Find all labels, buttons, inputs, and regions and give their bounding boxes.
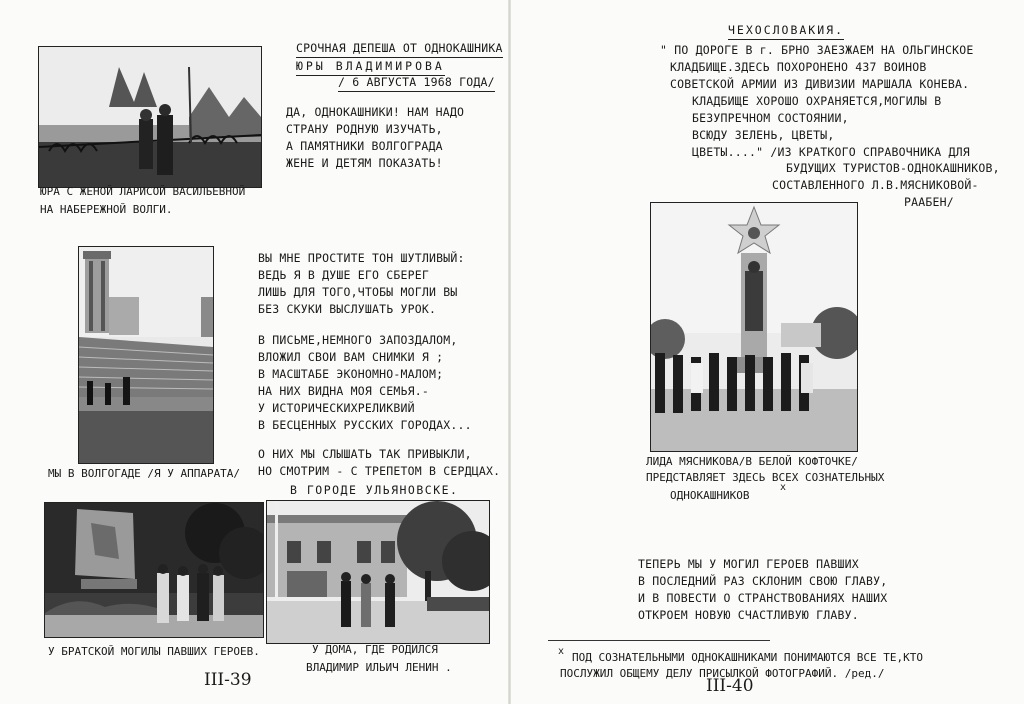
footnote-line2: ПОСЛУЖИЛ ОБЩЕМУ ДЕЛУ ПРИСЫЛКОЙ ФОТОГРАФИЙ. /ред./	[560, 667, 885, 680]
quote-line7: ЦВЕТЫ...." /ИЗ КРАТКОГО СПРАВОЧНИКА ДЛЯ	[692, 145, 970, 159]
stanza2-line4: БЕЗ СКУКИ ВЫСЛУШАТЬ УРОК.	[258, 302, 437, 316]
stanza4-line2: НО СМОТРИМ - С ТРЕПЕТОМ В СЕРДЦАХ.	[258, 464, 501, 478]
photo-caption-line2: ПРЕДСТАВЛЯЕТ ЗДЕСЬ ВСЕХ СОЗНАТЕЛЬНЫХ	[646, 471, 885, 484]
left-page	[0, 0, 510, 704]
photo-volgograd-steps	[78, 246, 214, 464]
ulyanovsk-heading: В ГОРОДЕ УЛЬЯНОВСКЕ.	[290, 483, 459, 497]
page-number-left: III-39	[204, 670, 252, 690]
stanza1-line4: ЖЕНЕ И ДЕТЯМ ПОКАЗАТЬ!	[286, 156, 443, 170]
photo-mass-grave-memorial	[44, 502, 264, 638]
source-line3: РААБЕН/	[904, 195, 954, 209]
stanza1-line2: СТРАНУ РОДНУЮ ИЗУЧАТЬ,	[286, 122, 443, 136]
photo2-caption: МЫ В ВОЛГОГАДЕ /Я У АППАРАТА/	[48, 467, 241, 480]
quote-line6: ВСЮДУ ЗЕЛЕНЬ, ЦВЕТЫ,	[692, 128, 835, 142]
stanza2-line1: ВЫ МНЕ ПРОСТИТЕ ТОН ШУТЛИВЫЙ:	[258, 251, 465, 265]
stanza2-line2: ВЕДЬ Я В ДУШЕ ЕГО СБЕРЕГ	[258, 268, 429, 282]
footnote-mark: x	[558, 646, 565, 657]
photo4-caption-line1: У ДОМА, ГДЕ РОДИЛСЯ	[312, 643, 438, 656]
photo-lenin-birthplace-house	[266, 500, 490, 644]
stanza1-line1: ДА, ОДНОКАШНИКИ! НАМ НАДО	[286, 105, 465, 119]
closing-line4: ОТКРОЕМ НОВУЮ СЧАСТЛИВУЮ ГЛАВУ.	[638, 608, 859, 622]
czechoslovakia-heading: ЧЕХОСЛОВАКИЯ.	[728, 22, 844, 40]
closing-line2: В ПОСЛЕДНИЙ РАЗ СКЛОНИМ СВОЮ ГЛАВУ,	[638, 574, 888, 588]
stanza3-line1: В ПИСЬМЕ,НЕМНОГО ЗАПОЗДАЛОМ,	[258, 333, 458, 347]
source-line1: БУДУЩИХ ТУРИСТОВ-ОДНОКАШНИКОВ,	[786, 161, 1000, 175]
photo-caption-footnote-mark: x	[780, 482, 787, 493]
photo-volga-embankment	[38, 46, 262, 188]
closing-line3: И В ПОВЕСТИ О СТРАНСТВОВАНИЯХ НАШИХ	[638, 591, 888, 605]
stanza1-line3: А ПАМЯТНИКИ ВОЛГОГРАДА	[286, 139, 443, 153]
quote-line1: " ПО ДОРОГЕ В г. БРНО ЗАЕЗЖАЕМ НА ОЛЬГИНСКОЕ	[660, 43, 974, 57]
page-number-right: III-40	[706, 676, 754, 696]
photo3-caption: У БРАТСКОЙ МОГИЛЫ ПАВШИХ ГЕРОЕВ.	[48, 645, 260, 658]
dispatch-date: / 6 АВГУСТА 1968 ГОДА/	[338, 74, 495, 92]
closing-line1: ТЕПЕРЬ МЫ У МОГИЛ ГЕРОЕВ ПАВШИХ	[638, 557, 859, 571]
photo4-caption-line2: ВЛАДИМИР ИЛЬИЧ ЛЕНИН .	[306, 661, 452, 674]
stanza3-line2: ВЛОЖИЛ СВОИ ВАМ СНИМКИ Я ;	[258, 350, 444, 364]
dispatch-heading-line2: ЮРЫ ВЛАДИМИРОВА	[296, 58, 445, 76]
photo1-caption-line1: ЮРА С ЖЕНОЙ ЛАРИСОЙ ВАСИЛЬЕВНОЙ	[40, 185, 246, 198]
photo-brno-cemetery-monument	[650, 202, 858, 452]
quote-line5: БЕЗУПРЕЧНОМ СОСТОЯНИИ,	[692, 111, 849, 125]
quote-line4: КЛАДБИЩЕ ХОРОШО ОХРАНЯЕТСЯ,МОГИЛЫ В	[692, 94, 942, 108]
photo-caption-line3: ОДНОКАШНИКОВ	[670, 489, 750, 502]
stanza3-line4: НА НИХ ВИДНА МОЯ СЕМЬЯ.-	[258, 384, 429, 398]
footnote-divider	[548, 640, 770, 641]
footnote-line1: ПОД СОЗНАТЕЛЬНЫМИ ОДНОКАШНИКАМИ ПОНИМАЮТСЯ ВСЕ ТЕ,КТО	[572, 651, 923, 664]
stanza4-line1: О НИХ МЫ СЛЫШАТЬ ТАК ПРИВЫКЛИ,	[258, 447, 472, 461]
stanza2-line3: ЛИШЬ ДЛЯ ТОГО,ЧТОБЫ МОГЛИ ВЫ	[258, 285, 458, 299]
right-page	[510, 0, 1024, 704]
stanza3-line5: У ИСТОРИЧЕСКИХРЕЛИКВИЙ	[258, 401, 415, 415]
photo-caption-line1: ЛИДА МЯСНИКОВА/В БЕЛОЙ КОФТОЧКЕ/	[646, 455, 858, 468]
dispatch-heading-line1: СРОЧНАЯ ДЕПЕША ОТ ОДНОКАШНИКА	[296, 40, 503, 58]
stanza3-line6: В БЕСЦЕННЫХ РУССКИХ ГОРОДАХ...	[258, 418, 472, 432]
source-line2: СОСТАВЛЕННОГО Л.В.МЯСНИКОВОЙ-	[772, 178, 979, 192]
quote-line3: СОВЕТСКОЙ АРМИИ ИЗ ДИВИЗИИ МАРШАЛА КОНЕВА.	[670, 77, 970, 91]
stanza3-line3: В МАСШТАБЕ ЭКОНОМНО-МАЛОМ;	[258, 367, 444, 381]
photo1-caption-line2: НА НАБЕРЕЖНОЙ ВОЛГИ.	[40, 203, 173, 216]
quote-line2: КЛАДБИЩЕ.ЗДЕСЬ ПОХОРОНЕНО 437 ВОИНОВ	[670, 60, 927, 74]
